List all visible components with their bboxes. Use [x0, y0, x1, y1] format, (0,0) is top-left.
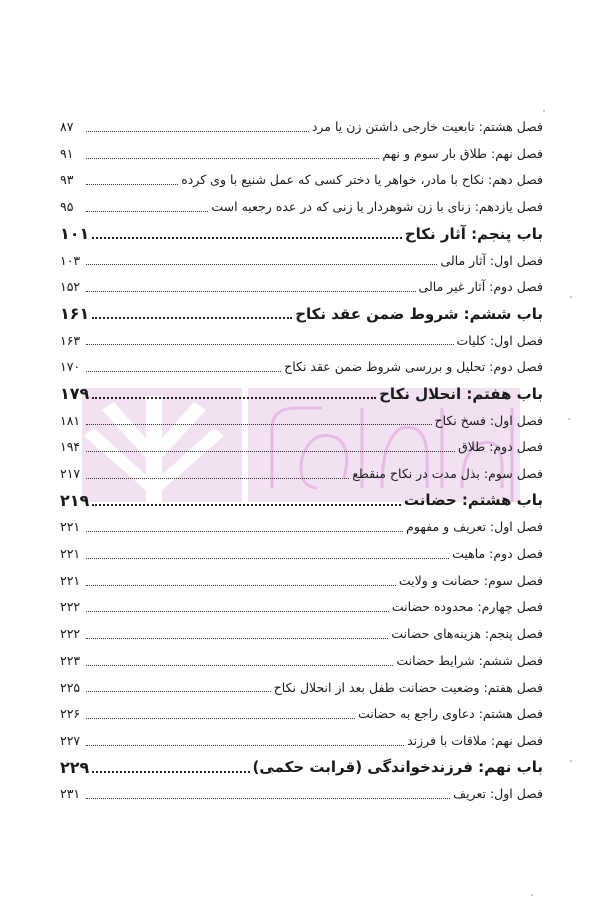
entry-title: فصل نهم: ملاقات با فرزند — [407, 732, 543, 748]
entry-page-number: ۲۲۲ — [60, 599, 81, 615]
entry-page-number: ۲۲۵ — [60, 679, 81, 695]
entry-page-number: ۱۶۳ — [60, 332, 81, 348]
toc-entry[interactable] — [60, 514, 543, 541]
part-page-number: ۲۲۹ — [60, 757, 90, 777]
toc-entry[interactable] — [60, 781, 543, 808]
entry-page-number: ۲۳۱ — [60, 786, 81, 802]
entry-page-number: ۱۵۲ — [60, 279, 81, 295]
toc-entry[interactable] — [60, 274, 543, 301]
entry-page-number: ۹۵ — [60, 199, 74, 215]
toc-entry[interactable] — [60, 648, 543, 675]
part-title: باب هشتم: حضانت — [403, 491, 543, 510]
table-of-contents — [60, 114, 543, 808]
toc-entry[interactable] — [60, 328, 543, 355]
toc-part-heading[interactable] — [60, 381, 543, 408]
entry-page-number: ۲۲۷ — [60, 732, 81, 748]
entry-title: فصل هفتم: وضعیت حضانت طفل بعد از انحلال نکاح — [273, 679, 543, 695]
entry-title: فصل دهم: نکاح با مادر، خواهر یا دختر کسی که عمل شنیع با وی کرده — [181, 172, 543, 188]
toc-entry[interactable] — [60, 568, 543, 595]
part-page-number: ۱۰۱ — [60, 224, 90, 244]
toc-entry[interactable] — [60, 728, 543, 755]
part-page-number: ۱۶۱ — [60, 304, 90, 324]
scan-speck — [543, 110, 545, 112]
dot-leader — [86, 211, 208, 212]
dot-leader — [86, 291, 416, 292]
toc-entry[interactable] — [60, 621, 543, 648]
entry-title: فصل سوم: حضانت و ولایت — [398, 572, 543, 588]
entry-title: فصل دوم: آثار غیر مالی — [418, 279, 543, 295]
entry-title: فصل ششم: شرایط حضانت — [396, 652, 543, 668]
entry-page-number: ۹۱ — [60, 145, 74, 161]
scan-speck — [570, 296, 572, 298]
scan-speck — [570, 760, 572, 762]
toc-entry[interactable] — [60, 194, 543, 221]
dot-leader — [86, 585, 396, 586]
part-title: باب ششم: شروط ضمن عقد نکاح — [295, 304, 543, 323]
dot-leader — [86, 131, 309, 132]
entry-page-number: ۲۲۱ — [60, 519, 81, 535]
entry-title: فصل سوم: بذل مدت در نکاح منقطع — [352, 466, 543, 482]
dot-leader — [86, 718, 355, 719]
dot-leader — [92, 397, 376, 399]
toc-entry[interactable] — [60, 114, 543, 141]
entry-title: فصل هشتم: تابعیت خارجی داشتن زن یا مرد — [311, 119, 543, 135]
entry-title: فصل اول: فسخ نکاح — [434, 412, 543, 428]
part-page-number: ۲۱۹ — [60, 490, 90, 510]
entry-page-number: ۲۲۱ — [60, 572, 81, 588]
entry-title: فصل دوم: ماهیت — [452, 546, 543, 562]
entry-page-number: ۱۹۴ — [60, 439, 81, 455]
toc-entry[interactable] — [60, 594, 543, 621]
part-title: باب هفتم: انحلال نکاح — [379, 384, 543, 403]
dot-leader — [86, 158, 379, 159]
dot-leader — [86, 184, 178, 185]
dot-leader — [86, 478, 349, 479]
dot-leader — [86, 691, 271, 692]
toc-entry[interactable] — [60, 461, 543, 488]
toc-entry[interactable] — [60, 354, 543, 381]
part-title: باب نهم: فرزندخواندگی (قرابت حکمی) — [252, 758, 543, 777]
toc-entry[interactable] — [60, 541, 543, 568]
entry-title: فصل هشتم: دعاوی راجع به حضانت — [357, 706, 543, 722]
dot-leader — [92, 317, 292, 319]
entry-title: فصل چهارم: محدوده حضانت — [391, 599, 543, 615]
entry-title: فصل اول: تعریف — [453, 786, 543, 802]
entry-title: فصل یازدهم: زنای با زن شوهردار یا زنی که در عده رجعیه است — [211, 199, 543, 215]
toc-entry[interactable] — [60, 141, 543, 168]
dot-leader — [86, 558, 449, 559]
entry-page-number: ۸۷ — [60, 119, 74, 135]
scan-speck — [568, 418, 570, 420]
entry-page-number: ۲۲۱ — [60, 546, 81, 562]
dot-leader — [86, 638, 388, 639]
entry-title: فصل دوم: تحلیل و بررسی شروط ضمن عقد نکاح — [284, 359, 543, 375]
dot-leader — [86, 424, 432, 425]
dot-leader — [92, 237, 402, 239]
toc-entry[interactable] — [60, 434, 543, 461]
entry-page-number: ۹۳ — [60, 172, 74, 188]
entry-page-number: ۱۷۰ — [60, 359, 81, 375]
toc-entry[interactable] — [60, 701, 543, 728]
dot-leader — [92, 504, 401, 506]
toc-part-heading[interactable] — [60, 755, 543, 782]
scan-speck — [531, 894, 533, 896]
dot-leader — [86, 531, 403, 532]
entry-title: فصل نهم: طلاق بار سوم و نهم — [382, 145, 543, 161]
entry-page-number: ۱۸۱ — [60, 412, 81, 428]
dot-leader — [86, 371, 281, 372]
dot-leader — [86, 798, 450, 799]
entry-page-number: ۱۰۳ — [60, 252, 81, 268]
dot-leader — [86, 264, 437, 265]
entry-page-number: ۲۲۳ — [60, 652, 81, 668]
dot-leader — [86, 611, 389, 612]
entry-page-number: ۲۲۶ — [60, 706, 81, 722]
toc-entry[interactable] — [60, 247, 543, 274]
dot-leader — [92, 771, 250, 773]
entry-title: فصل پنجم: هزینه‌های حضانت — [391, 626, 543, 642]
entry-title: فصل دوم: طلاق — [458, 439, 543, 455]
entry-title: فصل اول: آثار مالی — [440, 252, 543, 268]
toc-entry[interactable] — [60, 408, 543, 435]
toc-part-heading[interactable] — [60, 301, 543, 328]
part-page-number: ۱۷۹ — [60, 384, 90, 404]
toc-part-heading[interactable] — [60, 488, 543, 515]
toc-entry[interactable] — [60, 674, 543, 701]
toc-entry[interactable] — [60, 167, 543, 194]
dot-leader — [86, 665, 393, 666]
dot-leader — [86, 344, 454, 345]
entry-page-number: ۲۲۲ — [60, 626, 81, 642]
dot-leader — [86, 451, 455, 452]
toc-part-heading[interactable] — [60, 221, 543, 248]
entry-title: فصل اول: کلیات — [456, 332, 543, 348]
entry-page-number: ۲۱۷ — [60, 466, 81, 482]
entry-title: فصل اول: تعریف و مفهوم — [406, 519, 543, 535]
part-title: باب پنجم: آثار نکاح — [404, 224, 543, 243]
dot-leader — [86, 745, 404, 746]
